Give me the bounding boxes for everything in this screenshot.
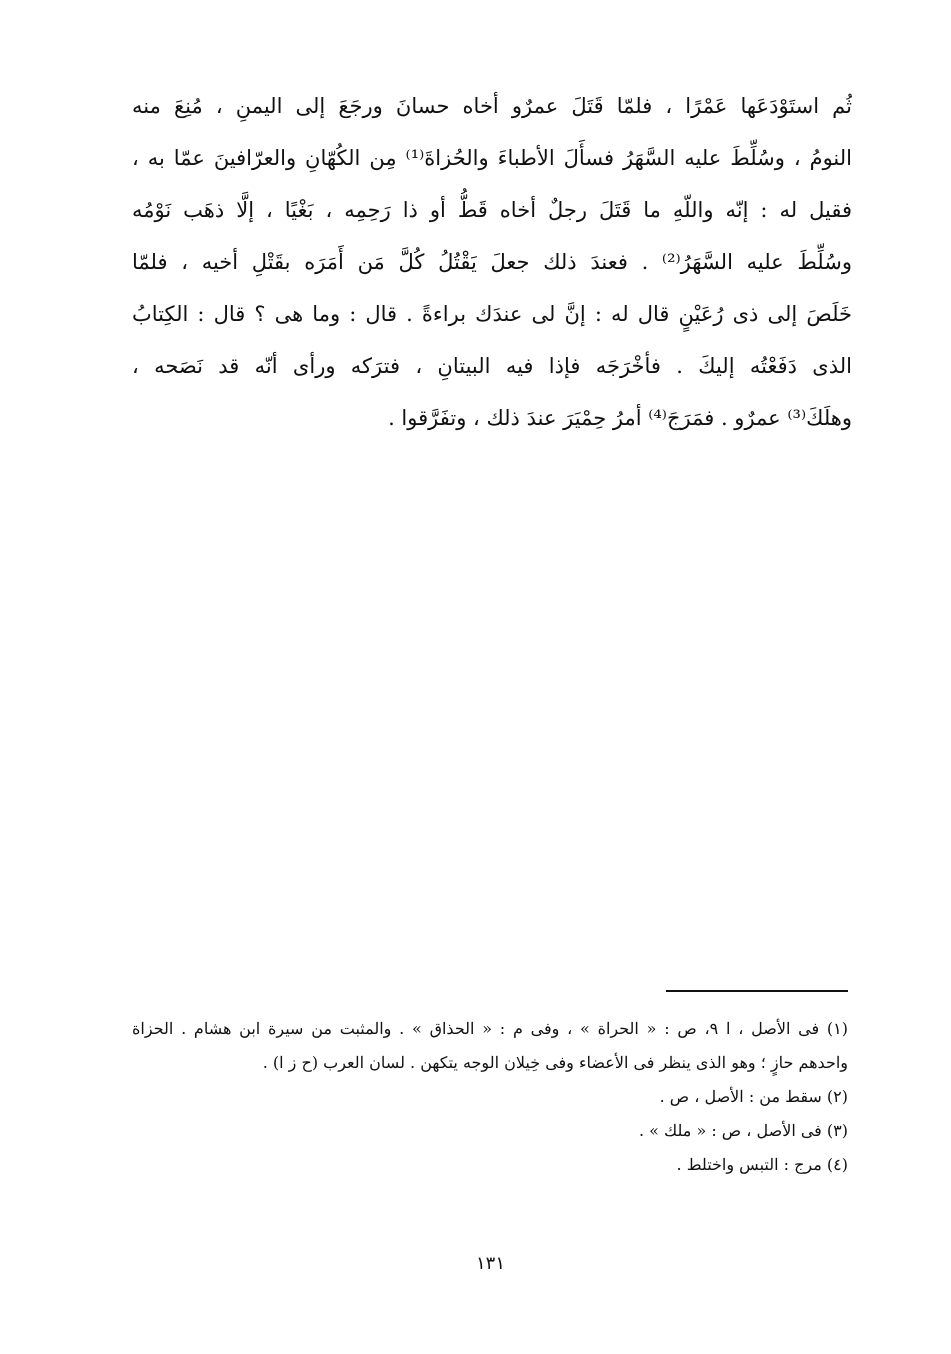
footnote-1-line-1: (١) فى الأصل ، ا ٩، ص : « الحراة » ، وفى م : « الحذاق » . والمثبت من سيرة ابن هشام . الحزاة [132, 1019, 848, 1038]
footnotes-block [132, 1012, 848, 1182]
body-line-6: الذى دَفَعْتُه إليكَ . فأخْرَجَه فإذا فيه البيتانِ ، فترَكه ورأى أنّه قد نَصَحه ، [132, 354, 852, 378]
footnote-4: (٤) مرج : التبس واختلط . [676, 1155, 848, 1174]
body-line-7: وهلَكَ⁽³⁾ عمرٌو . فمَرَجَ⁽⁴⁾ أمرُ حِمْيَرَ عندَ ذلك ، وتفَرَّقوا . [388, 406, 852, 430]
page-number: ١٣١ [475, 1253, 505, 1274]
footnote-separator [666, 990, 848, 992]
main-text-block [132, 80, 852, 444]
body-line-1: ثُم استَوْدَعَها عَمْرًا ، فلمّا قَتَلَ عمرٌو أخاه حسانَ ورجَعَ إلى اليمنِ ، مُنِعَ منه [132, 94, 852, 118]
body-line-3: فقيل له : إنّه واللّهِ ما قَتَلَ رجلٌ أخاه قَطُّ أو ذا رَحِمِه ، بَغْيًا ، إلَّا ذهَب نَوْمُه [132, 198, 852, 222]
footnote-3: (٣) فى الأصل ، ص : « ملك » . [638, 1121, 848, 1140]
body-line-2: النومُ ، وسُلِّطَ عليه السَّهَرُ فسأَلَ الأطباءَ والحُزاةَ⁽¹⁾ مِن الكُهّانِ والعرّافينَ عمّا به ، [132, 146, 852, 170]
body-line-4: وسُلِّطَ عليه السَّهَرُ⁽²⁾ . فعندَ ذلك جعلَ يَقْتُلُ كُلَّ مَن أَمَرَه بقَتْلِ أخيه ، فلمّا [132, 250, 852, 274]
footnote-1-line-2: واحدهم حازٍ ؛ وهو الذى ينظر فى الأعضاء وفى خِيلان الوجه يتكهن . لسان العرب (ح ز ا) . [262, 1053, 848, 1072]
footnote-2: (٢) سقط من : الأصل ، ص . [659, 1087, 848, 1106]
body-line-5: خَلَصَ إلى ذى رُعَيْنٍ قال له : إنَّ لى عندَك براءةً . قال : وما هى ؟ قال : الكِتابُ [132, 302, 852, 326]
